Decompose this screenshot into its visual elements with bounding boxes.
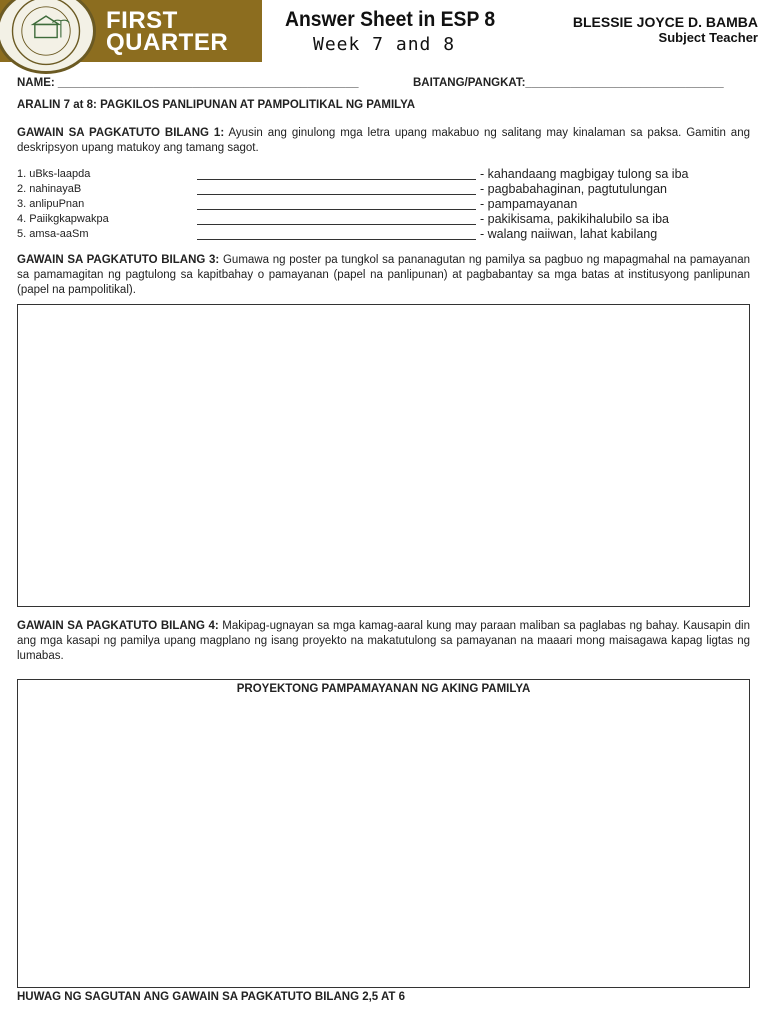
list-item-desc: - kahandaang magbigay tulong sa iba <box>480 167 689 181</box>
gawain1-instructions <box>17 126 750 156</box>
answer-blank[interactable] <box>197 197 476 210</box>
school-seal-icon <box>0 0 96 74</box>
poster-answer-box[interactable] <box>17 304 750 607</box>
list-item-desc: - walang naiiwan, lahat kabilang <box>480 227 658 241</box>
list-item-word: 4. Paiikgkapwakpa <box>17 213 109 225</box>
list-item-desc: - pagbabahaginan, pagtutulungan <box>480 182 667 196</box>
lesson-title: ARALIN 7 at 8: PAGKILOS PANLIPUNAN AT PAMPOLITIKAL NG PAMILYA <box>17 99 416 111</box>
gawain1-text: Ayusin ang ginulong mga letra upang makabuo ng salitang may kinalaman sa paksa. Gamitin ang deskripsyon upang matukoy ang tamang sagot. <box>17 127 750 154</box>
answer-blank[interactable] <box>197 182 476 195</box>
list-item-word: 1. uBks-laapda <box>17 168 91 180</box>
teacher-role: Subject Teacher <box>658 30 758 45</box>
list-item-word: 2. nahinayaB <box>17 183 82 195</box>
project-box-title: PROYEKTONG PAMPAMAYANAN NG AKING PAMILYA <box>236 683 531 695</box>
gawain4-heading: GAWAIN SA PAGKATUTO BILANG 4: <box>17 620 219 632</box>
quarter-label <box>106 7 229 56</box>
quarter-line1: FIRST <box>106 7 178 34</box>
grade-field-label: BAITANG/PANGKAT:_______________________________ <box>413 77 724 89</box>
teacher-block <box>573 14 758 45</box>
project-answer-box[interactable] <box>17 679 750 988</box>
answer-blank[interactable] <box>197 167 476 180</box>
quarter-banner <box>0 0 262 62</box>
list-item-desc: - pampamayanan <box>480 197 578 211</box>
list-item-desc: - pakikisama, pakikihalubilo sa iba <box>480 212 669 226</box>
page-title: Answer Sheet in ESP 8 <box>285 8 496 31</box>
teacher-name: BLESSIE JOYCE D. BAMBA <box>572 14 758 30</box>
answer-blank[interactable] <box>197 227 476 240</box>
footer-note: HUWAG NG SAGUTAN ANG GAWAIN SA PAGKATUTO BILANG 2,5 AT 6 <box>17 991 406 1003</box>
page-subtitle: Week 7 and 8 <box>313 34 456 55</box>
answer-blank[interactable] <box>197 212 476 225</box>
quarter-line2: QUARTER <box>106 29 229 56</box>
name-field-label: NAME: _______________________________________________ <box>17 77 359 89</box>
gawain3-heading: GAWAIN SA PAGKATUTO BILANG 3: <box>17 254 220 266</box>
gawain3-instructions <box>17 253 750 298</box>
list-item-word: 3. anlipuPnan <box>17 198 85 210</box>
gawain3-text: Gumawa ng poster pa tungkol sa pananagutan ng pamilya sa pagbuo ng mapagmahal na pamayanan sa pamamagitan ng pagtulong sa kapitbahay o pamayanan (papel na panlipunan) at pagbabantay sa mga batas at institusyong panlipunan (papel na pampolitikal). <box>17 254 750 296</box>
gawain4-instructions <box>17 619 750 664</box>
gawain4-text: Makipag-ugnayan sa mga kamag-aaral kung may paraan maliban sa paglabas ng bahay. Kausapin din ang mga kasapi ng pamilya upang magplano ng isang proyekto na makatutulong sa pamayanan na maaari mong maisagawa kapag ligtas ng lumabas. <box>17 620 750 662</box>
gawain1-heading: GAWAIN SA PAGKATUTO BILANG 1: <box>17 127 225 139</box>
list-item-word: 5. amsa-aaSm <box>17 228 89 240</box>
